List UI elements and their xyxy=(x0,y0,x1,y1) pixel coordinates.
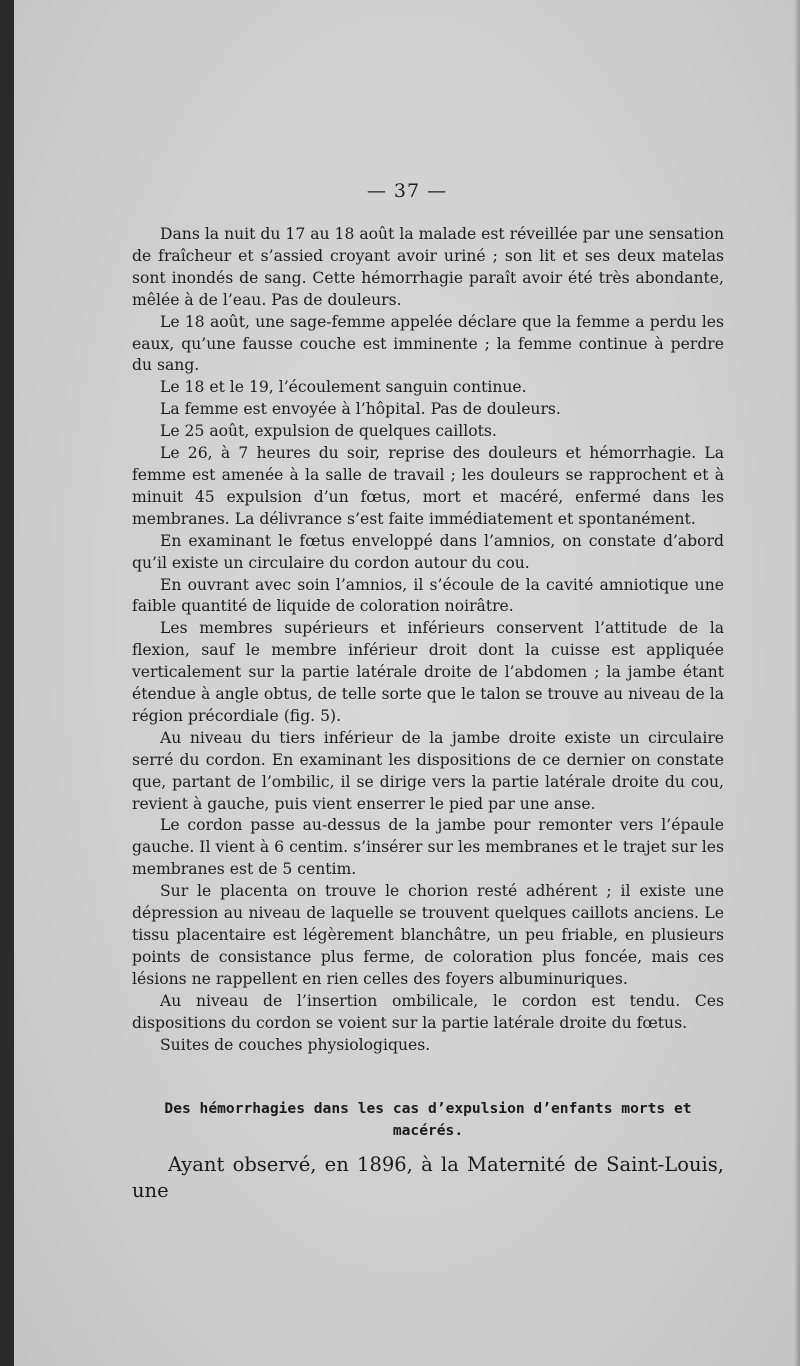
paragraph: Le cordon passe au-dessus de la jambe pour remonter vers l’épaule gauche. Il vient à 6 centim. s’insérer sur les membranes et le trajet sur les membranes est de 5 centim. xyxy=(132,816,724,879)
paragraph: La femme est envoyée à l’hôpital. Pas de douleurs. xyxy=(160,400,561,419)
page-number: — 37 — xyxy=(366,180,448,202)
paragraph: Le 26, à 7 heures du soir, reprise des douleurs et hémorrhagie. La femme est amenée à la salle de travail ; les douleurs se rapprochent et à minuit 45 expulsion d’un fœtus, mort et macéré, enfermé dans les membranes. La délivrance s’est faite immédiatement et spontanément. xyxy=(132,444,724,528)
body-text xyxy=(132,224,724,1056)
scan-edge-shadow xyxy=(794,0,800,1366)
paragraph: Au niveau de l’insertion ombilicale, le cordon est tendu. Ces dispositions du cordon se voient sur la partie latérale droite du fœtus. xyxy=(132,991,724,1032)
closing-line: Ayant observé, en 1896, à la Maternité de Saint-Louis, une xyxy=(132,1153,724,1202)
scanned-page xyxy=(14,0,800,1366)
section-heading: Des hémorrhagies dans les cas d’expulsion d’enfants morts et macérés. xyxy=(164,1100,692,1139)
paragraph: En ouvrant avec soin l’amnios, il s’écoule de la cavité amniotique une faible quantité de liquide de coloration noirâtre. xyxy=(132,575,724,616)
paragraph: Le 18 et le 19, l’écoulement sanguin continue. xyxy=(160,378,527,397)
paragraph: En examinant le fœtus enveloppé dans l’amnios, on constate d’abord qu’il existe un circulaire du cordon autour du cou. xyxy=(132,531,724,572)
paragraph: Les membres supérieurs et inférieurs conservent l’attitude de la flexion, sauf le membre inférieur droit dont la cuisse est appliquée verticalement sur la partie latérale droite de l’abdomen ; la jambe étant étendue à angle obtus, de telle sorte que le talon se trouve au niveau de la région précordiale (fig. 5). xyxy=(132,619,724,725)
paragraph: Au niveau du tiers inférieur de la jambe droite existe un circulaire serré du cordon. En examinant les dispositions de ce dernier on constate que, partant de l’ombilic, il se dirige vers la partie latérale droite du cou, revient à gauche, puis vient enserrer le pied par une anse. xyxy=(132,728,724,813)
paragraph: Le 18 août, une sage-femme appelée déclare que la femme a perdu les eaux, qu’une fausse couche est imminente ; la femme continue à perdre du sang. xyxy=(132,312,724,375)
paragraph: Dans la nuit du 17 au 18 août la malade est réveillée par une sensation de fraîcheur et s’assied croyant avoir uriné ; son lit et ses deux matelas sont inondés de sang. Cette hémorrhagie paraît avoir été très abondante, mêlée à de l’eau. Pas de douleurs. xyxy=(132,225,724,309)
paragraph: Sur le placenta on trouve le chorion resté adhérent ; il existe une dépression au niveau de laquelle se trouvent quelques caillots anciens. Le tissu placentaire est légèrement blanchâtre, un peu friable, en plusieurs points de consistance plus ferme, de coloration plus foncée, mais ces lésions ne rappellent en rien celles des foyers albuminuriques. xyxy=(132,882,724,988)
paragraph: Suites de couches physiologiques. xyxy=(160,1035,431,1054)
paragraph: Le 25 août, expulsion de quelques caillots. xyxy=(160,422,497,441)
